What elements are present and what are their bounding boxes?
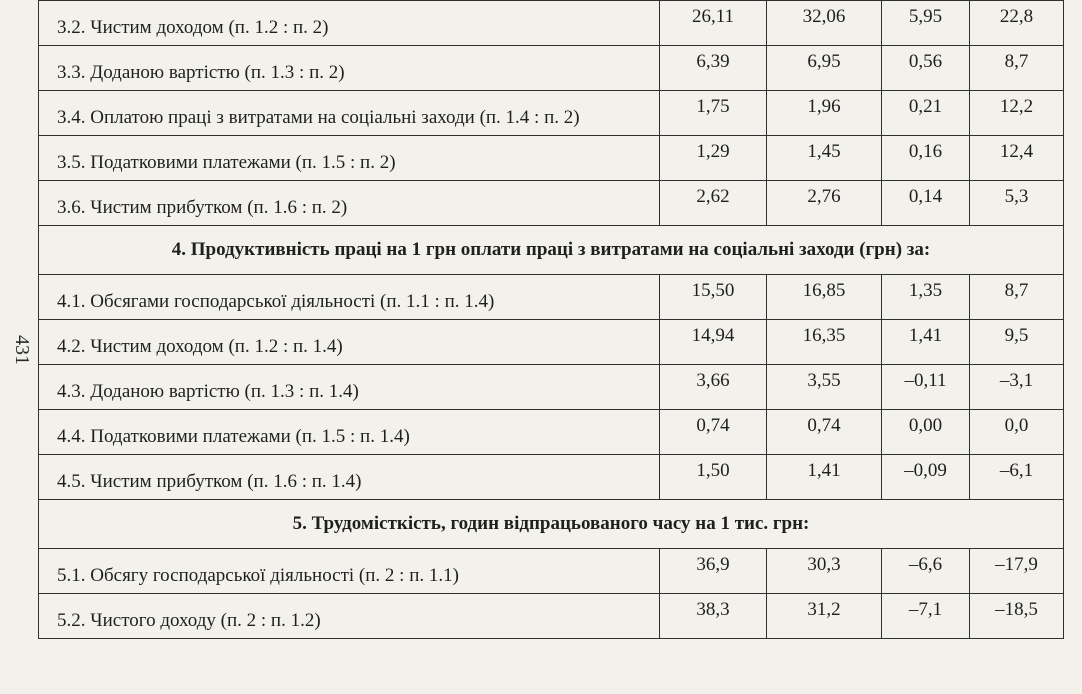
table-row	[39, 1, 1064, 46]
section-title: 5. Трудомісткість, годин відпрацьованого часу на 1 тис. грн:	[39, 500, 1064, 549]
value-text: –17,9	[995, 554, 1038, 575]
value-text: 38,3	[696, 599, 730, 620]
value-cell-1	[660, 181, 767, 226]
value-cell-3	[882, 275, 970, 320]
value-text: 0,56	[908, 51, 943, 72]
indicator-label-cell	[39, 1, 660, 46]
indicator-label-cell	[39, 46, 660, 91]
value-text: 1,35	[908, 280, 943, 301]
value-text: 12,4	[999, 141, 1034, 162]
value-cell-3	[882, 1, 970, 46]
value-cell-3	[882, 594, 970, 639]
value-cell-3	[882, 136, 970, 181]
value-text: 32,06	[802, 6, 846, 27]
indicator-table-container	[38, 0, 1063, 680]
table-row	[39, 136, 1064, 181]
table-row	[39, 594, 1064, 639]
indicator-label-cell	[39, 275, 660, 320]
value-cell-1	[660, 365, 767, 410]
value-text: 22,8	[999, 6, 1034, 27]
table-row	[39, 365, 1064, 410]
value-cell-4	[970, 455, 1064, 500]
indicator-table	[38, 0, 1064, 639]
table-row	[39, 410, 1064, 455]
value-text: 6,39	[696, 51, 730, 72]
value-text: 9,5	[1004, 325, 1029, 346]
indicator-label-cell	[39, 410, 660, 455]
value-text: 8,7	[1004, 51, 1029, 72]
value-text: 2,76	[807, 186, 841, 207]
value-text: 0,74	[807, 415, 841, 436]
indicator-label: 4.3. Доданою вартістю (п. 1.3 : п. 1.4)	[57, 381, 359, 402]
table-row	[39, 455, 1064, 500]
value-cell-3	[882, 91, 970, 136]
value-text: 1,50	[696, 460, 730, 481]
value-text: 2,62	[696, 186, 730, 207]
value-cell-4	[970, 136, 1064, 181]
value-text: 16,85	[802, 280, 846, 301]
indicator-label: 3.2. Чистим доходом (п. 1.2 : п. 2)	[57, 17, 329, 38]
value-cell-1	[660, 549, 767, 594]
value-cell-4	[970, 1, 1064, 46]
value-text: 0,0	[1004, 415, 1029, 436]
value-text: 0,16	[908, 141, 943, 162]
value-text: –7,1	[908, 599, 943, 620]
indicator-label: 3.4. Оплатою праці з витратами на соціальні заходи (п. 1.4 : п. 2)	[57, 107, 580, 128]
value-cell-1	[660, 91, 767, 136]
value-cell-1	[660, 1, 767, 46]
value-text: 14,94	[691, 325, 735, 346]
value-text: 6,95	[807, 51, 841, 72]
table-row	[39, 181, 1064, 226]
value-cell-4	[970, 594, 1064, 639]
value-cell-2	[767, 181, 882, 226]
value-text: 1,96	[807, 96, 841, 117]
value-cell-4	[970, 46, 1064, 91]
value-text: 1,41	[908, 325, 943, 346]
value-text: 15,50	[691, 280, 735, 301]
value-cell-4	[970, 275, 1064, 320]
value-text: 3,66	[696, 370, 730, 391]
value-text: 1,41	[807, 460, 841, 481]
page-number: 431	[11, 335, 34, 365]
table-row	[39, 91, 1064, 136]
value-cell-4	[970, 549, 1064, 594]
value-cell-2	[767, 365, 882, 410]
value-cell-2	[767, 320, 882, 365]
value-cell-1	[660, 320, 767, 365]
value-cell-1	[660, 410, 767, 455]
value-text: 8,7	[1004, 280, 1029, 301]
indicator-label: 4.2. Чистим доходом (п. 1.2 : п. 1.4)	[57, 336, 343, 357]
value-text: –18,5	[995, 599, 1038, 620]
value-cell-3	[882, 320, 970, 365]
value-text: –6,6	[908, 554, 943, 575]
section-header-row	[39, 500, 1064, 549]
value-cell-1	[660, 46, 767, 91]
value-text: –0,09	[904, 460, 947, 481]
value-text: 5,95	[908, 6, 943, 27]
value-text: 30,3	[807, 554, 841, 575]
indicator-label-cell	[39, 365, 660, 410]
value-text: 0,74	[696, 415, 730, 436]
table-row	[39, 46, 1064, 91]
value-text: –6,1	[999, 460, 1034, 481]
value-cell-3	[882, 410, 970, 455]
value-text: 31,2	[807, 599, 841, 620]
value-cell-2	[767, 46, 882, 91]
value-cell-3	[882, 455, 970, 500]
section-title: 4. Продуктивність праці на 1 грн оплати праці з витратами на соціальні заходи (грн) за:	[39, 226, 1064, 275]
value-cell-3	[882, 181, 970, 226]
value-text: 1,45	[807, 141, 841, 162]
value-cell-2	[767, 594, 882, 639]
indicator-label: 3.5. Податковими платежами (п. 1.5 : п. 2)	[57, 152, 396, 173]
value-cell-2	[767, 455, 882, 500]
value-text: 5,3	[1004, 186, 1029, 207]
indicator-label: 5.1. Обсягу господарської діяльності (п. 2 : п. 1.1)	[57, 565, 459, 586]
value-text: 36,9	[696, 554, 730, 575]
table-row	[39, 275, 1064, 320]
table-row	[39, 320, 1064, 365]
value-cell-4	[970, 181, 1064, 226]
table-row	[39, 549, 1064, 594]
indicator-label: 3.6. Чистим прибутком (п. 1.6 : п. 2)	[57, 197, 348, 218]
indicator-label-cell	[39, 91, 660, 136]
value-text: 16,35	[802, 325, 846, 346]
indicator-label-cell	[39, 455, 660, 500]
value-cell-3	[882, 46, 970, 91]
table-body	[39, 1, 1064, 639]
value-text: –3,1	[999, 370, 1034, 391]
value-text: 1,75	[696, 96, 730, 117]
indicator-label: 4.4. Податковими платежами (п. 1.5 : п. 1.4)	[57, 426, 410, 447]
value-text: –0,11	[904, 370, 947, 391]
value-cell-1	[660, 275, 767, 320]
value-text: 1,29	[696, 141, 730, 162]
indicator-label: 3.3. Доданою вартістю (п. 1.3 : п. 2)	[57, 62, 345, 83]
value-cell-2	[767, 549, 882, 594]
value-text: 0,14	[908, 186, 943, 207]
value-text: 26,11	[691, 6, 735, 27]
indicator-label: 4.5. Чистим прибутком (п. 1.6 : п. 1.4)	[57, 471, 362, 492]
value-cell-2	[767, 91, 882, 136]
section-header-row	[39, 226, 1064, 275]
indicator-label: 5.2. Чистого доходу (п. 2 : п. 1.2)	[57, 610, 321, 631]
indicator-label-cell	[39, 181, 660, 226]
indicator-label-cell	[39, 320, 660, 365]
value-text: 12,2	[999, 96, 1034, 117]
indicator-label-cell	[39, 594, 660, 639]
value-text: 0,21	[908, 96, 943, 117]
value-cell-4	[970, 91, 1064, 136]
value-cell-4	[970, 410, 1064, 455]
value-text: 3,55	[807, 370, 841, 391]
value-cell-2	[767, 136, 882, 181]
indicator-label-cell	[39, 549, 660, 594]
value-cell-2	[767, 1, 882, 46]
indicator-label-cell	[39, 136, 660, 181]
value-cell-1	[660, 455, 767, 500]
value-cell-4	[970, 365, 1064, 410]
value-cell-2	[767, 410, 882, 455]
value-text: 0,00	[908, 415, 943, 436]
value-cell-1	[660, 136, 767, 181]
value-cell-2	[767, 275, 882, 320]
value-cell-3	[882, 549, 970, 594]
value-cell-1	[660, 594, 767, 639]
indicator-label: 4.1. Обсягами господарської діяльності (п. 1.1 : п. 1.4)	[57, 291, 495, 312]
value-cell-3	[882, 365, 970, 410]
value-cell-4	[970, 320, 1064, 365]
